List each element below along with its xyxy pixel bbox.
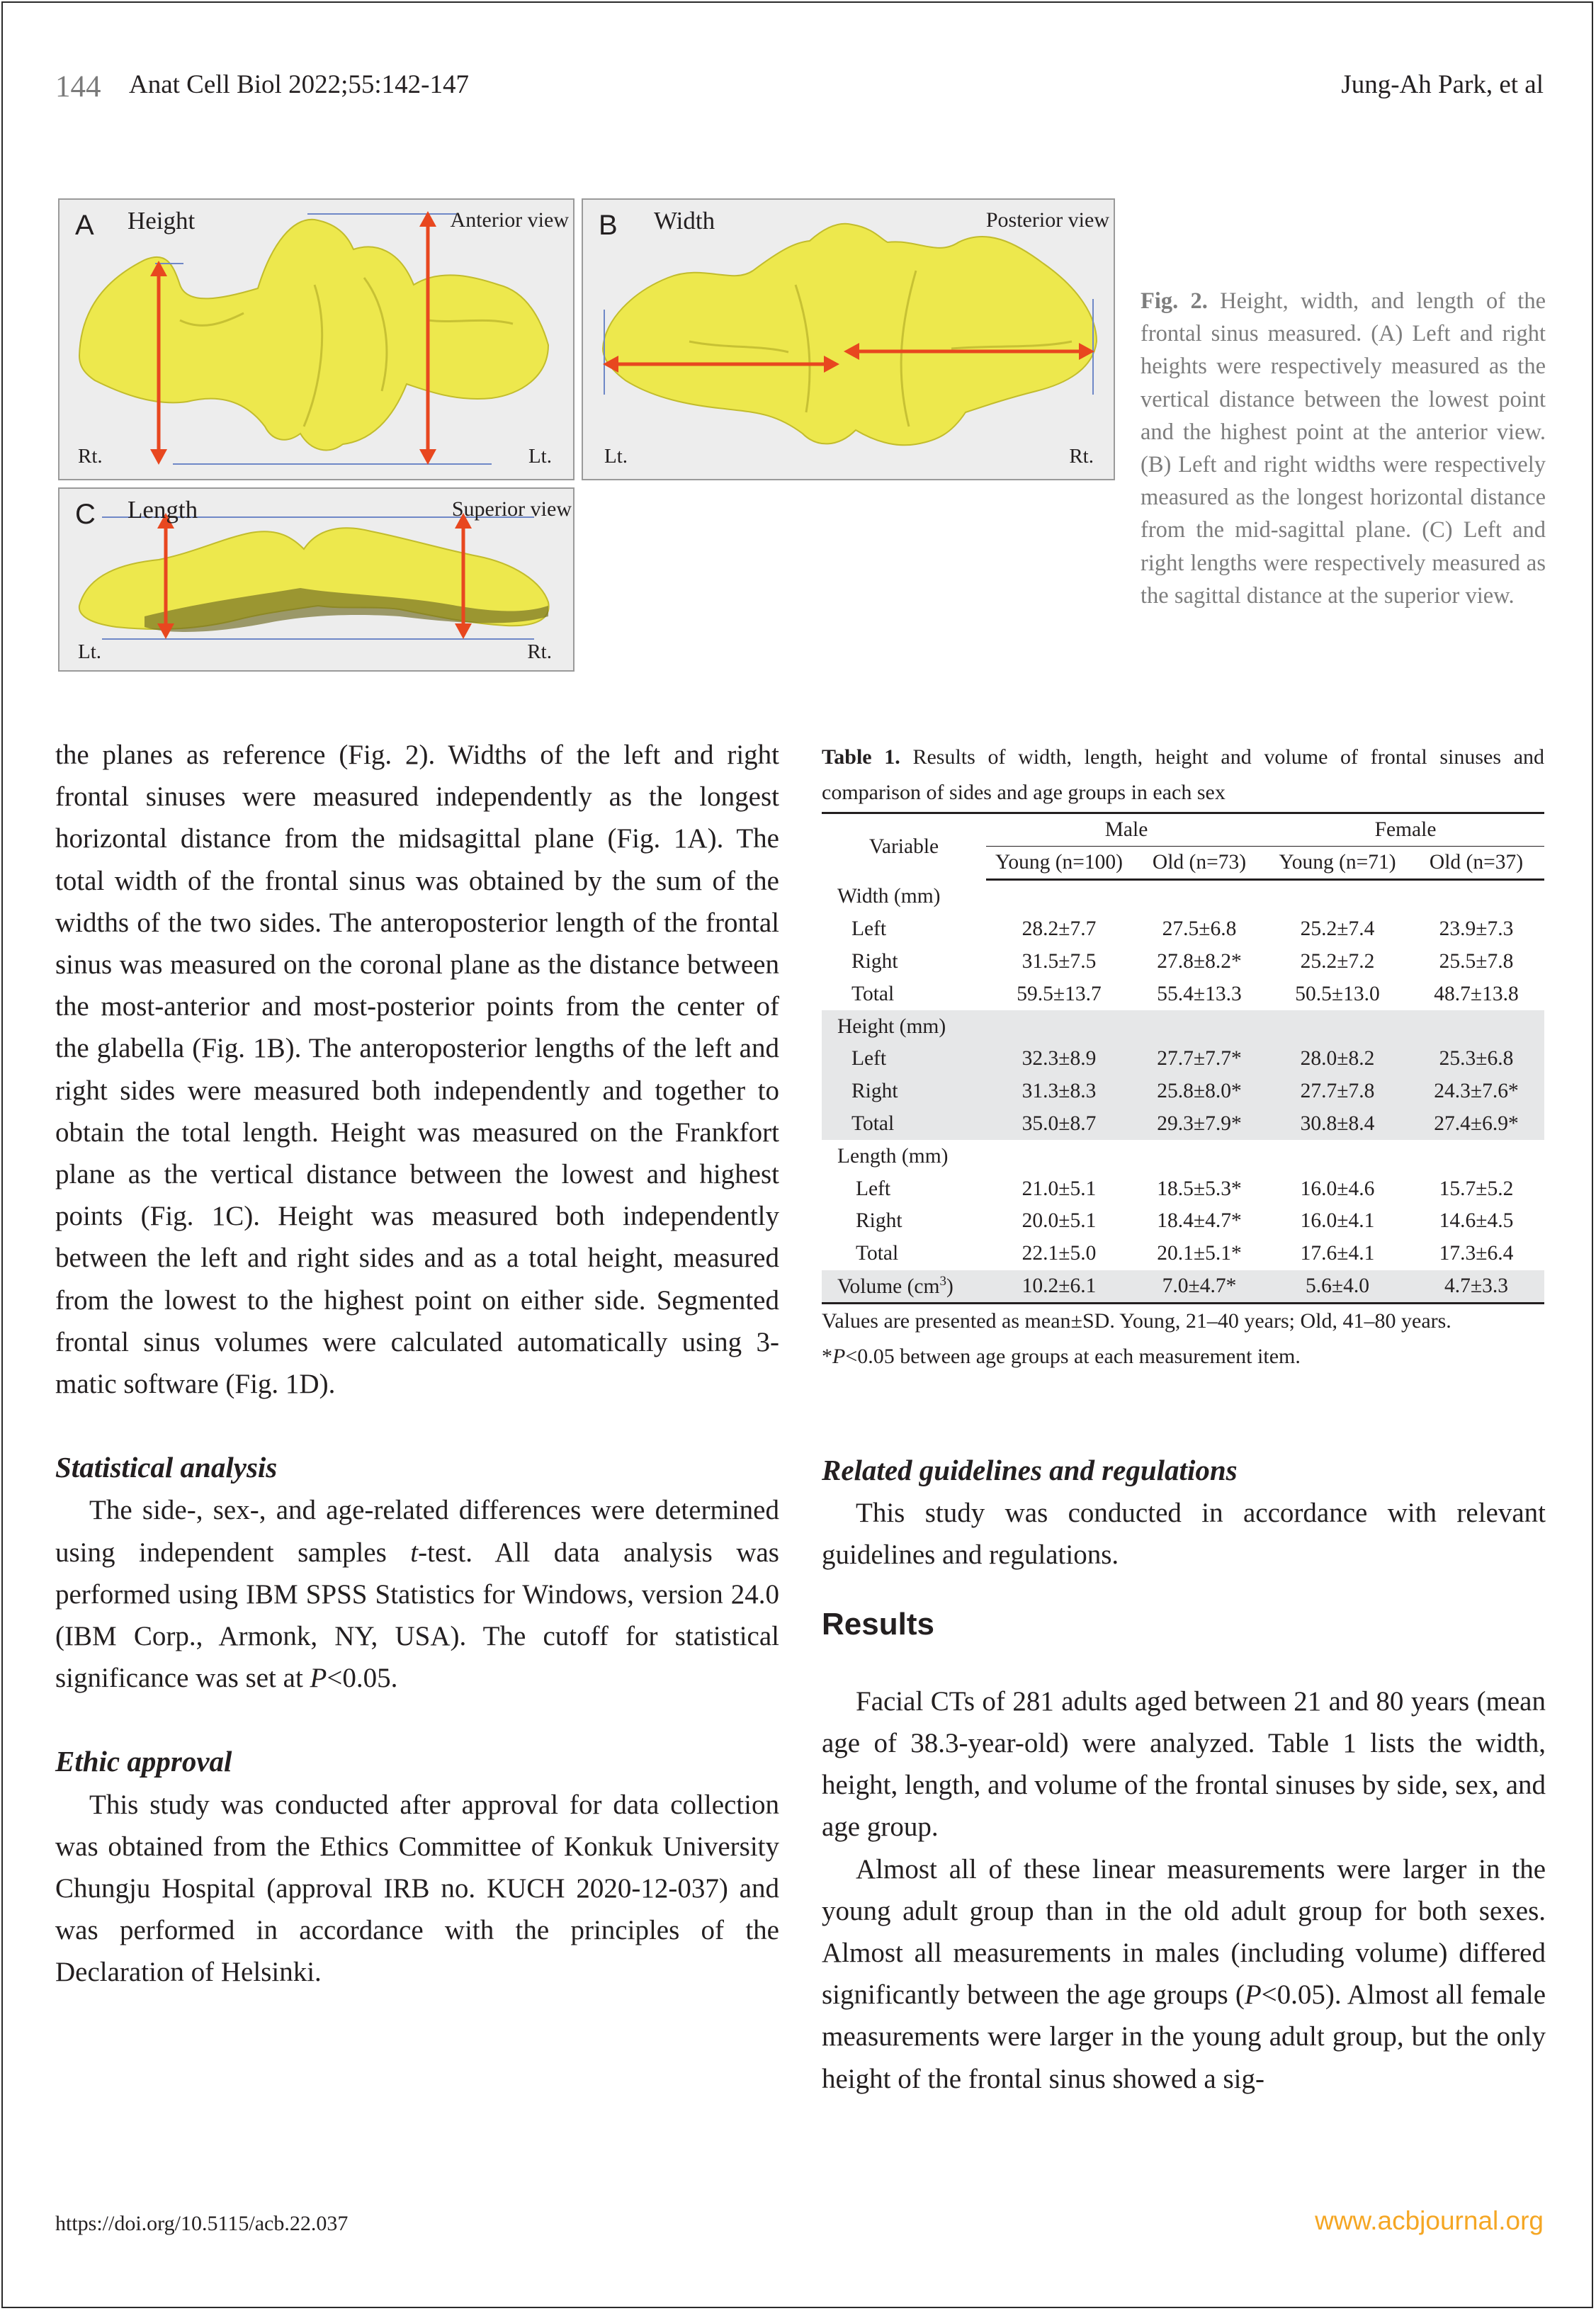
table-footnote-line: Values are presented as mean±SD. Young, 21–40 years; Old, 41–80 years. [822,1309,1451,1333]
table-row-label: Right [851,949,898,973]
table-cell: 29.3±7.9* [1132,1108,1267,1141]
table-row [822,1173,1544,1205]
table-section-label: Width (mm) [837,885,941,908]
table-cell: 16.0±4.6 [1300,1177,1375,1200]
table-section-row [822,1010,1544,1043]
journal-website-link[interactable]: www.acbjournal.org [1315,2206,1544,2235]
panel-a-title: Height [128,207,196,235]
table-cell: 27.5±6.8 [1162,917,1237,941]
table-row [822,946,1544,978]
table-row-label: Total [851,982,895,1005]
journal-reference: Anat Cell Biol 2022;55:142-147 [129,70,469,99]
table-cell: 7.0±4.7* [1132,1270,1267,1304]
table-cell: 25.8±8.0* [1132,1075,1267,1108]
related-guidelines-heading: Related guidelines and regulations [822,1454,1238,1486]
table-cell: 28.2±7.7 [1021,917,1097,941]
figure-panel-c [58,487,575,672]
table-cell: 25.5±7.8 [1439,949,1514,973]
table-section-label: Length (mm) [837,1144,949,1168]
table-group-male: Male [986,813,1267,847]
table-row [822,1043,1544,1075]
table-cell: 25.3±6.8 [1408,1043,1544,1075]
table-row-label: Left [822,1043,986,1075]
table-cell: 18.5±5.3* [1157,1177,1242,1200]
table-cell: 25.2±7.4 [1300,917,1375,941]
figure-panel-b [582,198,1115,480]
table-cell: 20.0±5.1 [1021,1209,1097,1233]
figure-panel-a [58,198,575,480]
statistical-analysis-heading: Statistical analysis [55,1451,278,1484]
table-row [822,913,1544,946]
table-row-label: Total [822,1108,986,1141]
table-row-volume [822,1270,1544,1304]
table-cell: 22.1±5.0 [1021,1242,1097,1265]
results-paragraph: Almost all of these linear measurements were larger in the young adult group than in the old adult group for both sexes. Almost all measurements in males (including volume) differed significantly between the age groups (P<0.05). Almost all female measurements were larger in the young adult group, but the only height of the frontal sinus showed a sig- [822,1853,1546,2094]
panel-b-side-right: Rt. [1069,445,1094,468]
table-subheader: Young (n=100) [986,847,1132,880]
panel-a-side-right: Lt. [528,445,552,468]
panel-a-side-left: Rt. [78,445,103,468]
table-cell: 17.3±6.4 [1439,1242,1514,1265]
table-cell: 32.3±8.9 [986,1043,1132,1075]
panel-b-view: Posterior view [985,208,1109,232]
panel-a-view: Anterior view [450,208,569,232]
table-subheader: Old (n=73) [1132,847,1267,880]
table-section-label: Height (mm) [822,1010,1544,1043]
table-variable-header: Variable [822,813,986,880]
table-cell: 20.1±5.1* [1157,1242,1242,1265]
table-cell: 25.2±7.2 [1300,949,1375,973]
table-cell: 31.5±7.5 [1021,949,1097,973]
left-column [55,734,779,1994]
panel-b-title: Width [654,207,715,235]
panel-c-side-right: Rt. [527,640,552,663]
table-cell: 48.7±13.8 [1434,982,1519,1005]
table-cell: 16.0±4.1 [1300,1209,1375,1233]
table-cell: 30.8±8.4 [1267,1108,1408,1141]
doi-link[interactable]: https://doi.org/10.5115/acb.22.037 [55,2212,349,2235]
right-column [822,1450,1546,2100]
table-cell: 27.7±7.7* [1132,1043,1267,1075]
figure-caption-label: Fig. 2. [1141,288,1208,314]
figure-caption-text: Height, width, and length of the frontal sinus measured. (A) Left and right heights were respectively measured as the vertical distance between the lowest point and the highest point at the anterior view. (B) Left and right widths were respectively measured as the longest horizontal distance from the mid-sagittal plane. (C) Left and right lengths were respectively measured as the sagittal distance at the superior view. [1141,288,1546,609]
table-row-label: Right [856,1209,902,1233]
table-footnote-line: *P<0.05 between age groups at each measurement item. [822,1345,1301,1368]
table-section-row [822,880,1544,913]
table-cell: 14.6±4.5 [1439,1209,1514,1233]
table-cell: 10.2±6.1 [986,1270,1132,1304]
table-cell: 27.4±6.9* [1408,1108,1544,1141]
table-group-header [822,813,1544,847]
panel-a-letter: A [75,210,94,241]
table-cell: 4.7±3.3 [1408,1270,1544,1304]
table-row-label: Right [822,1075,986,1108]
table-cell: 28.0±8.2 [1267,1043,1408,1075]
panel-c-side-left: Lt. [78,640,102,663]
results-table [822,812,1544,1304]
figure-caption [1141,285,1546,612]
page-number: 144 [55,70,101,103]
running-authors: Jung-Ah Park, et al [1341,70,1544,99]
panel-c-title: Length [128,496,198,524]
running-header [55,65,1544,108]
panel-a-sinus-drawing [60,200,575,480]
table-cell: 31.3±8.3 [986,1075,1132,1108]
table-group-female: Female [1267,813,1544,847]
related-guidelines-paragraph: This study was conducted in accordance with relevant guidelines and regulations. [822,1498,1546,1571]
statistical-analysis-paragraph: The side-, sex-, and age-related differences were determined using independent samples t-test. All data analysis was performed using IBM SPSS Statistics for Windows, version 24.0 (IBM Corp., Armonk, NY, USA). The cutoff for statistical significance was set at P<0.05. [55,1495,779,1694]
panel-b-sinus-drawing [583,200,1115,480]
table-row [822,1075,1544,1108]
table-cell: 24.3±7.6* [1408,1075,1544,1108]
table-row-label: Left [856,1177,891,1200]
table-cell: 15.7±5.2 [1439,1177,1514,1200]
table-subheader: Old (n=37) [1408,847,1544,880]
panel-b-letter: B [599,210,618,241]
table-cell: 23.9±7.3 [1439,917,1514,941]
table-cell: 27.8±8.2* [1157,949,1242,973]
table-title [822,740,1544,810]
table-row [822,1205,1544,1238]
table-row-label: Left [851,917,887,941]
table-cell: 5.6±4.0 [1267,1270,1408,1304]
table-row-label: Volume $(cm^3)$ [822,1270,986,1304]
results-heading: Results [822,1606,934,1642]
table-cell: 35.0±8.7 [986,1108,1132,1141]
table-row-label: Total [856,1242,899,1265]
table-row [822,1108,1544,1141]
table-label: Table 1. [822,745,900,769]
table-footnote [822,1304,1544,1374]
table-cell: 17.6±4.1 [1300,1242,1375,1265]
table-cell: 55.4±13.3 [1157,982,1242,1005]
panel-c-view: Superior view [451,497,572,521]
table-cell: 18.4±4.7* [1157,1209,1242,1233]
table-cell: 27.7±7.8 [1267,1075,1408,1108]
table-cell: 50.5±13.0 [1295,982,1380,1005]
table-row [822,1238,1544,1270]
ethic-approval-paragraph: This study was conducted after approval for data collection was obtained from the Ethics Committee of Konkuk University Chungju Hospital (approval IRB no. KUCH 2020-12-037) and was performed in accordance with the principles of the Declaration of Helsinki. [55,1789,779,1988]
table-subheader: Young (n=71) [1267,847,1408,880]
table-title-text: Results of width, length, height and volume of frontal sinuses and comparison of sides and age groups in each sex [822,745,1545,804]
table-cell: 21.0±5.1 [1021,1177,1097,1200]
results-paragraph: Facial CTs of 281 adults aged between 21 and 80 years (mean age of 38.3-year-old) were analyzed. Table 1 lists the width, height, length, and volume of the frontal sinuses by side, sex, and age group. [822,1685,1546,1843]
panel-c-letter: C [75,499,96,530]
table-cell: 59.5±13.7 [1017,982,1102,1005]
panel-b-side-left: Lt. [604,445,628,468]
ethic-approval-heading: Ethic approval [55,1745,232,1778]
table-row [822,978,1544,1010]
table-section-row [822,1140,1544,1173]
methods-paragraph: the planes as reference (Fig. 2). Widths of the left and right frontal sinuses were measured independently as the longest horizontal distance from the midsagittal plane (Fig. 1A). The total width of the frontal sinus was obtained by the sum of the widths of the two sides. The anteroposterior length of the frontal sinus was measured on the coronal plane as the distance between the most-anterior and most-posterior points from the center of the glabella (Fig. 1B). The anteroposterior lengths of the left and right sides were measured both independently and together to obtain the total length. Height was measured on the Frankfort plane as the vertical distance between the lowest and highest points (Fig. 1C). Height was measured both independently between the left and right sides and as a total height, measured from the lowest to the highest point on either side. Segmented frontal sinus volumes were calculated automatically using 3-matic software (Fig. 1D). [55,740,779,1400]
